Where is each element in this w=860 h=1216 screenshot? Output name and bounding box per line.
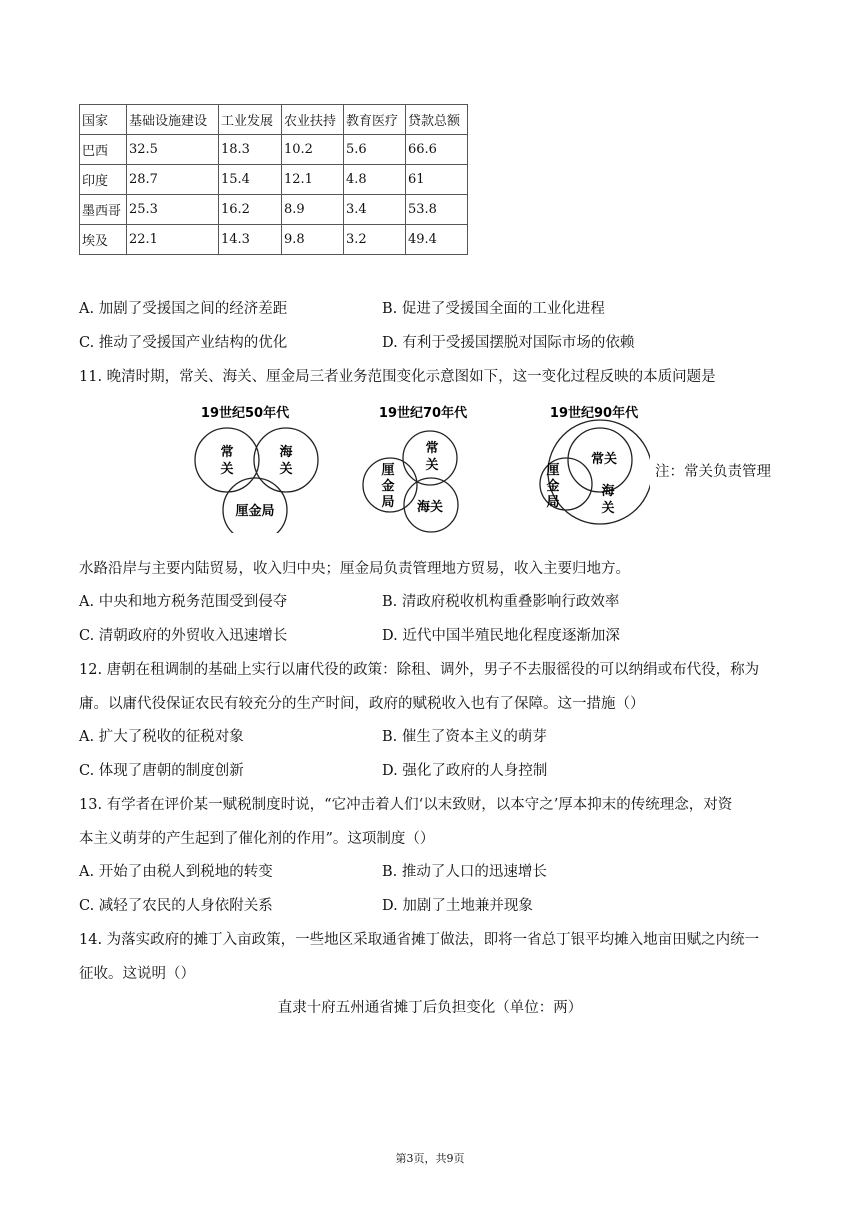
diagram-1-label-hai: 海 [279,445,293,460]
table-row [80,195,468,225]
diagram-2-label-ju: 局 [381,495,395,510]
q11-note-start: 注：常关负责管理 [655,464,771,480]
diagram-3-circle-haiguan [548,420,650,524]
table-cell: 3.2 [344,225,406,255]
table-cell: 9.8 [282,225,344,255]
q13-stem-line-2: 本主义萌芽的产生起到了催化剂的作用”。这项制度（） [79,831,435,847]
table-header-cell: 基础设施建设 [127,105,219,135]
q12-option-b: B. 催生了资本主义的萌芽 [382,729,547,745]
table-cell: 18.3 [219,135,282,165]
diagram-1-label-guan: 关 [220,462,234,477]
diagram-3-label-changguan: 常关 [590,452,618,467]
q12-stem-line-1: 12. 唐朝在租调制的基础上实行以庸代役的政策：除租、调外，男子不去服徭役的可以纳绢或布代役，称为 [79,662,760,678]
q11-venn-diagrams [180,398,650,533]
table-cell: 28.7 [127,165,219,195]
table-header-cell: 农业扶持 [282,105,344,135]
q12-option-a: A. 扩大了税收的征税对象 [79,729,244,745]
q11-option-d: D. 近代中国半殖民地化程度逐渐加深 [382,628,620,644]
table-cell: 15.4 [219,165,282,195]
diagram-2-title: 19世纪70年代 [378,406,468,421]
diagram-3-label-jin: 金 [546,479,560,494]
table-cell: 巴西 [80,135,127,165]
diagram-2-label-jin: 金 [381,479,395,494]
diagram-1-title: 19世纪50年代 [200,406,290,421]
table-cell: 25.3 [127,195,219,225]
q13-option-d: D. 加剧了土地兼并现象 [382,898,533,914]
loan-table [79,104,468,255]
table-header-row [80,105,468,135]
diagram-3-label-li: 厘 [546,463,560,478]
diagram-1-label-chang: 常 [220,445,234,460]
table-cell: 53.8 [406,195,468,225]
q13-stem-line-1: 13. 有学者在评价某一赋税制度时说，“它冲击着人们‘以末致财，以本守之’厚本抑末的传统理念，对资 [79,797,733,813]
table-row [80,225,468,255]
table-cell: 3.4 [344,195,406,225]
table-cell: 16.2 [219,195,282,225]
table-header-cell: 工业发展 [219,105,282,135]
diagram-1-circle-haiguan [254,428,318,492]
diagram-2-label-li: 厘 [381,463,395,478]
page-footer: 第3页，共9页 [395,1152,465,1165]
q11-option-b: B. 清政府税收机构重叠影响行政效率 [382,594,620,610]
table-cell: 墨西哥 [80,195,127,225]
table-cell: 66.6 [406,135,468,165]
q10-option-a: A. 加剧了受援国之间的经济差距 [79,301,288,317]
table-cell: 14.3 [219,225,282,255]
table-cell: 5.6 [344,135,406,165]
diagram-3-label-guan: 关 [601,501,615,516]
q13-option-a: A. 开始了由税人到税地的转变 [79,864,273,880]
diagram-2-label-haiguan: 海关 [416,500,444,515]
q11-option-c: C. 清朝政府的外贸收入迅速增长 [79,628,288,644]
table-cell: 8.9 [282,195,344,225]
diagram-2-label-chang: 常 [425,441,439,456]
table-header-cell: 教育医疗 [344,105,406,135]
diagram-3-title: 19世纪90年代 [549,406,639,421]
table-cell: 10.2 [282,135,344,165]
diagram-3-label-ju: 局 [546,495,560,510]
table-cell: 埃及 [80,225,127,255]
diagram-1-circle-changguan [195,428,259,492]
q14-table-caption: 直隶十府五州通省摊丁后负担变化（单位：两） [277,1000,583,1016]
q14-stem-line-1: 14. 为落实政府的摊丁入亩政策，一些地区采取通省摊丁做法，即将一省总丁银平均摊入地亩田赋之内统一 [79,932,760,948]
diagram-1-label-guan2: 关 [279,462,293,477]
table-cell: 印度 [80,165,127,195]
table-header-cell: 国家 [80,105,127,135]
q10-option-b: B. 促进了受援国全面的工业化进程 [382,301,605,317]
q13-option-c: C. 减轻了农民的人身依附关系 [79,898,273,914]
table-cell: 32.5 [127,135,219,165]
q12-option-c: C. 体现了唐朝的制度创新 [79,763,244,779]
q10-option-c: C. 推动了受援国产业结构的优化 [79,335,288,351]
table-cell: 49.4 [406,225,468,255]
table-row [80,135,468,165]
table-cell: 22.1 [127,225,219,255]
diagram-1-label-lijinju: 厘金局 [235,504,275,519]
q10-option-d: D. 有利于受援国摆脱对国际市场的依赖 [382,335,635,351]
table-cell: 4.8 [344,165,406,195]
table-cell: 61 [406,165,468,195]
diagram-2-label-guan: 关 [425,458,439,473]
q12-option-d: D. 强化了政府的人身控制 [382,763,548,779]
q14-stem-line-2: 征收。这说明（） [79,966,195,982]
q11-option-a: A. 中央和地方税务范围受到侵夺 [79,594,288,610]
table-row [80,165,468,195]
q13-option-b: B. 推动了人口的迅速增长 [382,864,547,880]
q11-stem: 11. 晚清时期，常关、海关、厘金局三者业务范围变化示意图如下，这一变化过程反映的本质问题是 [79,369,716,385]
diagram-3-label-hai: 海 [601,484,615,499]
table-cell: 12.1 [282,165,344,195]
table-header-cell: 贷款总额 [406,105,468,135]
q11-note-continued: 水路沿岸与主要内陆贸易，收入归中央；厘金局负责管理地方贸易，收入主要归地方。 [79,561,630,577]
q12-stem-line-2: 庸。以庸代役保证农民有较充分的生产时间，政府的赋税收入也有了保障。这一措施（） [79,696,645,712]
